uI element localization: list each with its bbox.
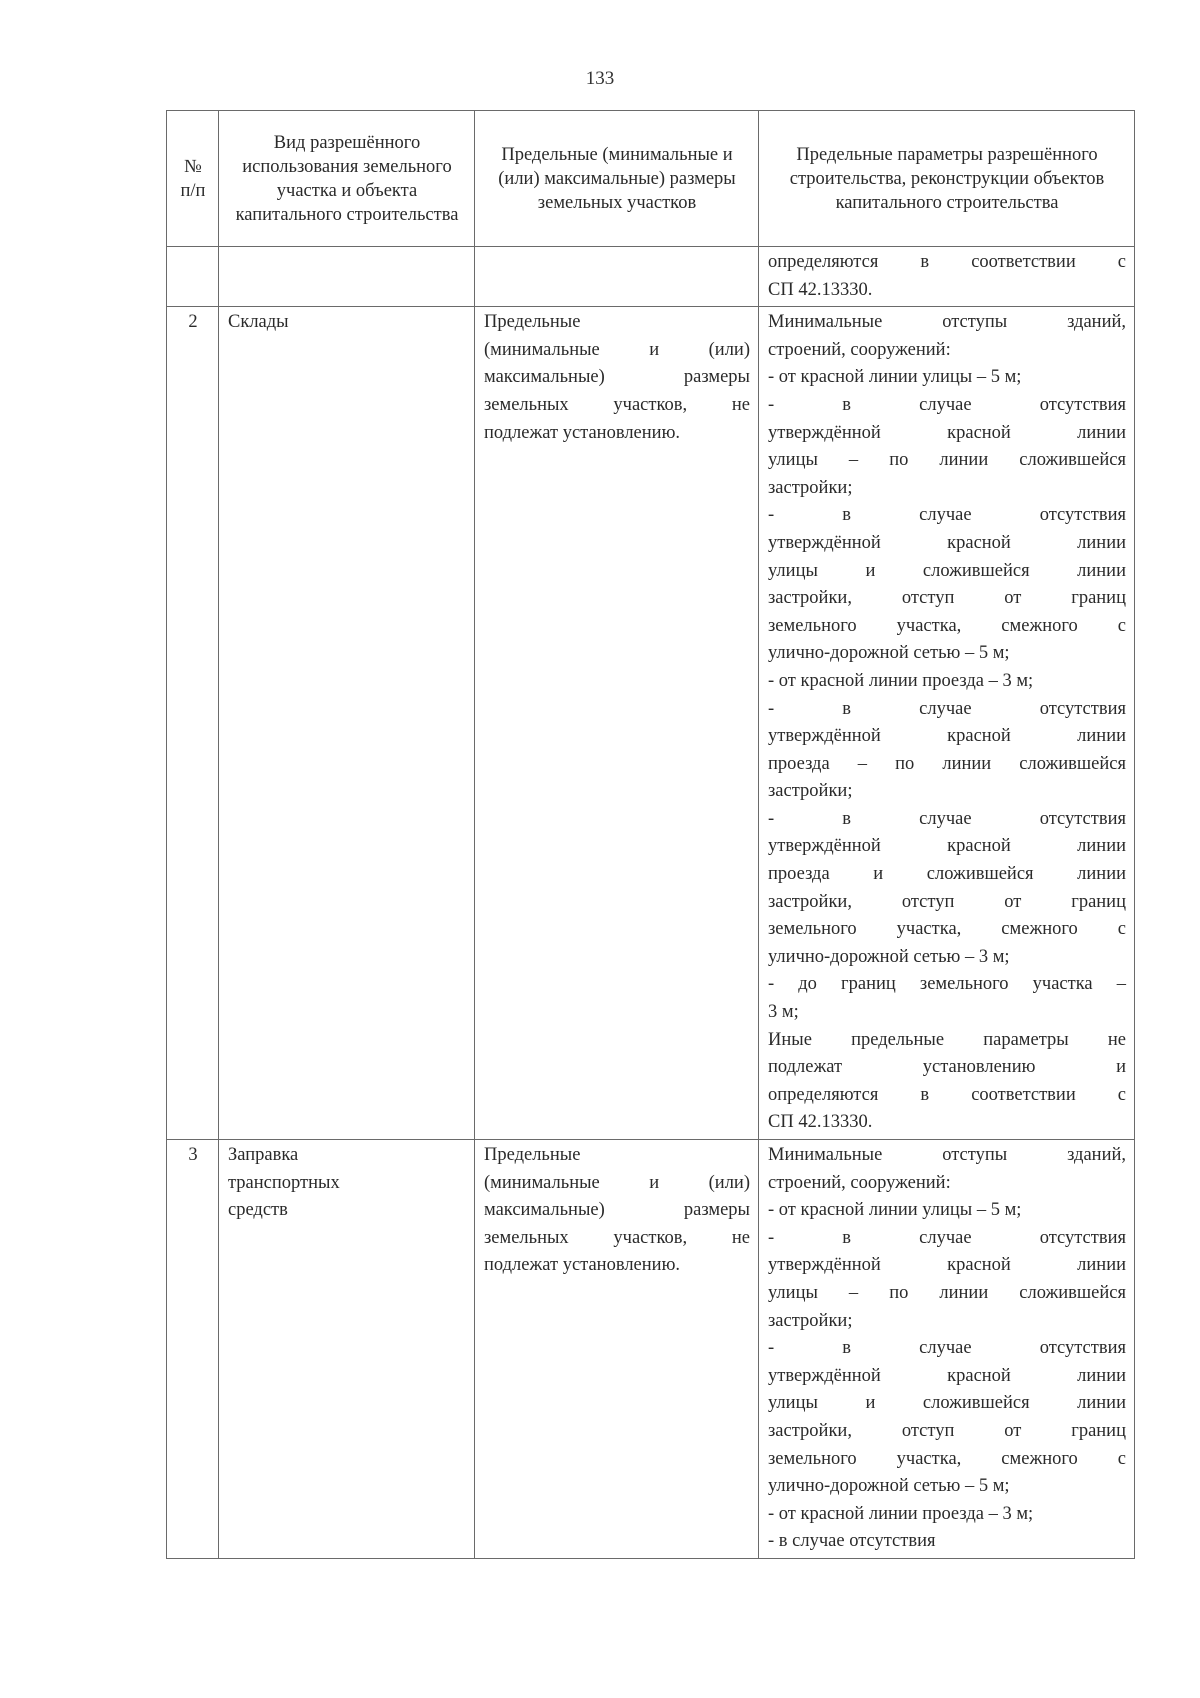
text-line: застройки;	[768, 477, 853, 498]
text-line: проезда и сложившейся линии	[768, 864, 1126, 885]
text-line: улицы и сложившейся линии	[768, 1393, 1126, 1414]
row-number: 3	[167, 1140, 219, 1559]
text-line: - в случае отсутствия	[768, 698, 1126, 719]
header-plot-size: Предельные (минимальные и (или) максимальные) размеры земельных участков	[475, 111, 759, 247]
text-line: улицы и сложившейся линии	[768, 560, 1126, 581]
text-line: (минимальные и (или)	[484, 339, 750, 360]
text-line: средств	[228, 1200, 288, 1221]
cell-plot-size	[475, 247, 759, 307]
text-line: - от красной линии улицы – 5 м;	[768, 1200, 1022, 1221]
cell-use-type	[219, 247, 475, 307]
text-line: подлежат установлению и	[768, 1057, 1126, 1078]
building-params	[759, 1140, 1135, 1559]
text-line: подлежат установлению.	[484, 1255, 681, 1276]
use-type-label: Склады	[228, 312, 289, 333]
cell-building-params	[759, 247, 1135, 307]
text-line: (минимальные и (или)	[484, 1172, 750, 1193]
text-line: улицы – по линии сложившейся	[768, 450, 1126, 471]
text-line: - до границ земельного участка –	[768, 974, 1126, 995]
text-line: проезда – по линии сложившейся	[768, 753, 1126, 774]
table-header	[167, 111, 1135, 247]
text-line: СП 42.13330.	[768, 279, 873, 300]
text-line: Иные предельные параметры не	[768, 1029, 1126, 1050]
text-line: земельного участка, смежного с	[768, 919, 1126, 940]
text-line: 3 м;	[768, 1002, 799, 1023]
text-line: строений, сооружений:	[768, 1172, 951, 1193]
text-line: транспортных	[228, 1172, 340, 1193]
text-line: земельных участков, не	[484, 1227, 750, 1248]
text-line: - в случае отсутствия	[768, 808, 1126, 829]
use-type	[219, 307, 475, 1140]
text-line: - в случае отсутствия	[768, 394, 1126, 415]
table-row-continuation	[167, 247, 1135, 307]
text-line: - в случае отсутствия	[768, 505, 1126, 526]
text-line: земельного участка, смежного с	[768, 615, 1126, 636]
table-row	[167, 307, 1135, 1140]
text-line: - в случае отсутствия	[768, 1227, 1126, 1248]
text-line: застройки, отступ от границ	[768, 891, 1126, 912]
text-line: утверждённой красной линии	[768, 1365, 1126, 1386]
text-line: определяются в соответствии с	[768, 1084, 1126, 1105]
text-line: утверждённой красной линии	[768, 1255, 1126, 1276]
header-use-type: Вид разрешённого использования земельного участка и объекта капитального строительства	[219, 111, 475, 247]
text-line: утверждённой красной линии	[768, 726, 1126, 747]
text-line: утверждённой красной линии	[768, 532, 1126, 553]
text-line: Минимальные отступы зданий,	[768, 312, 1126, 333]
text-line: - в случае отсутствия	[768, 1338, 1126, 1359]
text-line: подлежат установлению.	[484, 422, 681, 443]
text-line: утверждённой красной линии	[768, 422, 1126, 443]
land-use-table	[166, 110, 1135, 1559]
text-line: - в случае отсутствия	[768, 1531, 936, 1552]
text-line: застройки, отступ от границ	[768, 1420, 1126, 1441]
text-line: улично-дорожной сетью – 5 м;	[768, 1476, 1010, 1497]
table-row	[167, 1140, 1135, 1559]
text-line: застройки, отступ от границ	[768, 588, 1126, 609]
text-line: Предельные	[484, 1145, 581, 1165]
text-line: СП 42.13330.	[768, 1112, 873, 1133]
text-line: определяются в соответствии с	[768, 252, 1126, 272]
building-params	[759, 307, 1135, 1140]
plot-size	[475, 1140, 759, 1559]
text-line: Заправка	[228, 1145, 299, 1165]
header-building-params: Предельные параметры разрешённого строительства, реконструкции объектов капитального строительства	[759, 111, 1135, 247]
row-number: 2	[167, 307, 219, 1140]
text-line: максимальные) размеры	[484, 367, 750, 388]
text-line: - от красной линии проезда – 3 м;	[768, 1503, 1034, 1524]
text-line: земельных участков, не	[484, 394, 750, 415]
text-line: Минимальные отступы зданий,	[768, 1145, 1126, 1165]
text-line: - от красной линии улицы – 5 м;	[768, 367, 1022, 388]
text-line: максимальные) размеры	[484, 1200, 750, 1221]
text-line: застройки;	[768, 781, 853, 802]
text-line: улично-дорожной сетью – 5 м;	[768, 643, 1010, 664]
text-line: улицы – по линии сложившейся	[768, 1282, 1126, 1303]
text-line: Предельные	[484, 312, 581, 333]
text-line: улично-дорожной сетью – 3 м;	[768, 946, 1010, 967]
header-number: № п/п	[167, 111, 219, 247]
text-line: утверждённой красной линии	[768, 836, 1126, 857]
text-line: - от красной линии проезда – 3 м;	[768, 670, 1034, 691]
text-line: строений, сооружений:	[768, 339, 951, 360]
page-number: 133	[585, 68, 615, 89]
use-type	[219, 1140, 475, 1559]
text-line: земельного участка, смежного с	[768, 1448, 1126, 1469]
plot-size	[475, 307, 759, 1140]
text-line: застройки;	[768, 1310, 853, 1331]
cell-number	[167, 247, 219, 307]
